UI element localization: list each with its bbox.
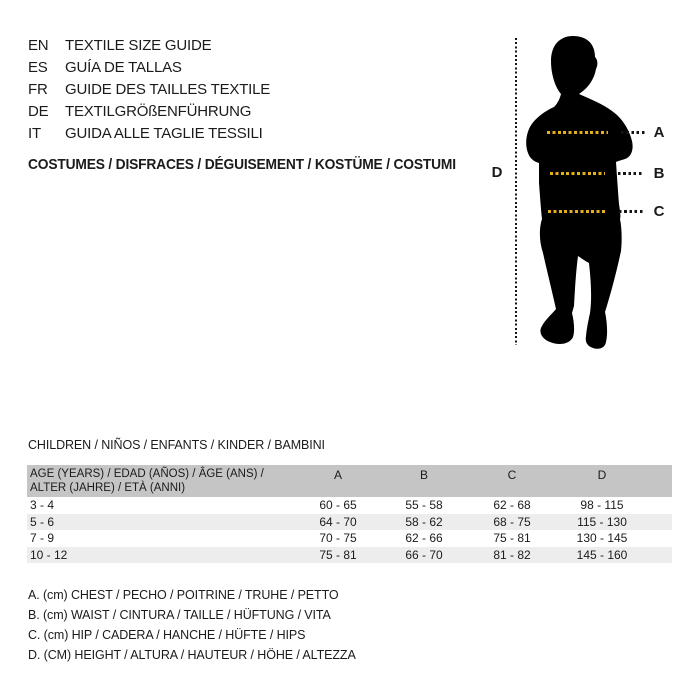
column-header-b: B <box>419 468 428 482</box>
language-label: TEXTILGRÖßENFÜHRUNG <box>65 102 252 120</box>
measure-legend <box>28 585 356 665</box>
hip-leader-line <box>619 210 644 213</box>
column-header-a: A <box>333 468 342 482</box>
language-label: TEXTILE SIZE GUIDE <box>65 36 212 54</box>
chest-label-a: A <box>653 124 665 141</box>
height-cell: 130 - 145 <box>576 531 628 546</box>
waist-cell: 55 - 58 <box>405 498 443 513</box>
height-cell: 145 - 160 <box>576 547 628 562</box>
language-code: EN <box>28 36 49 54</box>
waist-leader-line <box>618 172 644 175</box>
column-header-c: C <box>507 468 517 482</box>
chest-leader-line <box>621 131 645 134</box>
height-dotted-line <box>515 38 517 345</box>
chest-cell: 60 - 65 <box>319 498 357 513</box>
language-label: GUIDE DES TAILLES TEXTILE <box>65 80 271 98</box>
age-cell: 5 - 6 <box>30 514 55 529</box>
chest-dotted-line <box>547 131 608 134</box>
waist-cell: 58 - 62 <box>405 514 443 529</box>
hip-label-c: C <box>653 203 665 220</box>
hip-cell: 62 - 68 <box>493 498 531 513</box>
waist-cell: 62 - 66 <box>405 531 443 546</box>
waist-label-b: B <box>653 165 665 182</box>
legend-line-waist: B. (cm) WAIST / CINTURA / TAILLE / HÜFTUNG / VITA <box>28 608 331 622</box>
table-row <box>27 514 672 531</box>
table-header-row <box>27 465 672 497</box>
child-silhouette-image <box>505 25 665 350</box>
age-header-line1: AGE (YEARS) / EDAD (AÑOS) / ÂGE (ANS) / <box>30 468 264 480</box>
age-cell: 10 - 12 <box>30 547 68 562</box>
chest-cell: 64 - 70 <box>319 514 357 529</box>
age-cell: 7 - 9 <box>30 531 55 546</box>
age-column-header <box>27 465 295 497</box>
chest-cell: 75 - 81 <box>319 547 357 562</box>
table-row <box>27 497 672 514</box>
height-cell: 98 - 115 <box>580 498 624 513</box>
hip-dotted-line <box>548 210 607 213</box>
legend-line-chest: A. (cm) CHEST / PECHO / POITRINE / TRUHE / PETTO <box>28 588 339 602</box>
height-label-d: D <box>491 164 503 181</box>
table-row <box>27 530 672 547</box>
legend-line-height: D. (CM) HEIGHT / ALTURA / HAUTEUR / HÖHE / ALTEZZA <box>28 648 356 662</box>
language-code: IT <box>28 124 41 142</box>
legend-line-hip: C. (cm) HIP / CADERA / HANCHE / HÜFTE / HIPS <box>28 628 306 642</box>
language-code: ES <box>28 58 48 76</box>
hip-cell: 68 - 75 <box>493 514 531 529</box>
language-label: GUÍA DE TALLAS <box>65 58 182 76</box>
hip-cell: 75 - 81 <box>493 531 531 546</box>
age-header-line2: ALTER (JAHRE) / ETÀ (ANNI) <box>30 482 186 494</box>
waist-dotted-line <box>550 172 605 175</box>
section-title-children: CHILDREN / NIÑOS / ENFANTS / KINDER / BAMBINI <box>28 438 325 452</box>
waist-cell: 66 - 70 <box>405 547 443 562</box>
page-title: COSTUMES / DISFRACES / DÉGUISEMENT / KOSTÜME / COSTUMI <box>28 156 456 173</box>
language-label: GUIDA ALLE TAGLIE TESSILI <box>65 124 263 142</box>
size-table <box>27 465 672 563</box>
language-code: DE <box>28 102 49 120</box>
hip-cell: 81 - 82 <box>493 547 531 562</box>
language-code: FR <box>28 80 48 98</box>
column-header-d: D <box>597 468 607 482</box>
height-cell: 115 - 130 <box>577 514 627 529</box>
table-row <box>27 547 672 564</box>
age-cell: 3 - 4 <box>30 498 55 513</box>
chest-cell: 70 - 75 <box>319 531 357 546</box>
